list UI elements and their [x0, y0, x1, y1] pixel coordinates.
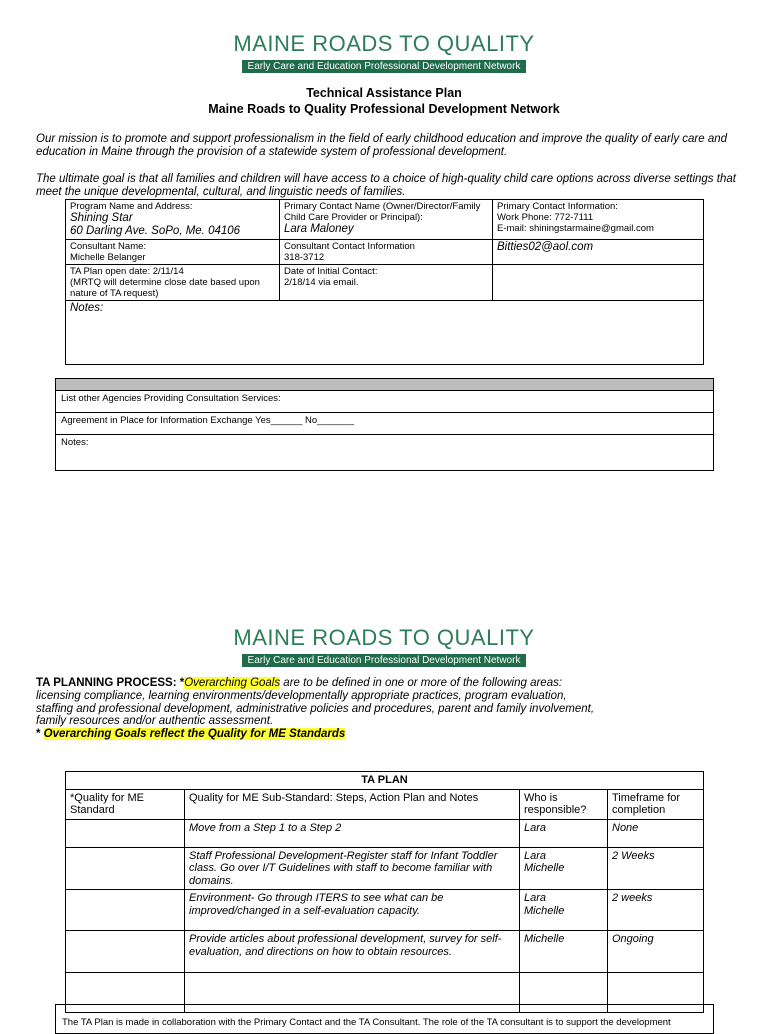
process-line-1 [36, 677, 736, 690]
agencies-box [55, 378, 714, 471]
row-standard [66, 931, 185, 973]
row-time: 2 weeks [608, 890, 704, 931]
initial-contact-label: Date of Initial Contact: [284, 266, 378, 277]
process-note: Overarching Goals reflect the Quality for ME Standards [43, 728, 346, 741]
row-standard [66, 819, 185, 847]
consultant-contact-cell [280, 240, 493, 265]
table-row [66, 847, 704, 890]
consultant-email: Bitties02@aol.com [497, 241, 594, 253]
process-highlight: Overarching Goals [184, 677, 281, 689]
consultant-phone: 318-3712 [284, 252, 325, 263]
table-row [66, 931, 704, 973]
program-address: 60 Darling Ave. SoPo, Me. 04106 [70, 225, 241, 237]
consultant-email-cell [493, 240, 704, 265]
process-text-2: licensing compliance, learning environments/developmentally appropriate practices, program evaluation, [36, 689, 567, 702]
notes-cell [66, 301, 704, 365]
goal-statement: The ultimate goal is that all families and children will have access to a choice of high-quality child care options across diverse settings that meet the unique developmental, cultural, and linguistic needs of families. [36, 173, 736, 198]
process-text-1: are to be defined in one or more of the following areas: [280, 677, 563, 689]
contact-name-label: Primary Contact Name (Owner/Director/Family Child Care Provider or Principal): [284, 201, 481, 223]
row-time: None [608, 819, 704, 847]
row-steps: Environment- Go through ITERS to see what can be improved/changed in a self-evaluation capacity. [185, 890, 520, 931]
logo-subtitle-2: Early Care and Education Professional Development Network [242, 654, 527, 667]
agencies-header-bar [55, 378, 714, 391]
consultant-name: Michelle Belanger [70, 252, 146, 263]
consultant-contact-label: Consultant Contact Information [284, 241, 415, 252]
consultant-cell [66, 240, 280, 265]
empty-cell [493, 265, 704, 301]
ta-plan-title: TA PLAN [66, 772, 704, 790]
initial-contact-cell [280, 265, 493, 301]
row-steps: Provide articles about professional development, survey for self-evaluation, and directions on how to obtain resources. [185, 931, 520, 973]
agencies-notes-row: Notes: [55, 435, 714, 471]
header-standard: *Quality for ME Standard [66, 789, 185, 819]
initial-contact-date: 2/18/14 via email. [284, 277, 359, 288]
program-cell [66, 200, 280, 240]
notes-label: Notes: [70, 302, 104, 314]
process-lead: TA PLANNING PROCESS: * [36, 677, 185, 689]
agencies-list-row: List other Agencies Providing Consultation Services: [55, 391, 714, 413]
header-steps: Quality for ME Sub-Standard: Steps, Action Plan and Notes [185, 789, 520, 819]
mission-statement: Our mission is to promote and support professionalism in the field of early childhood education and improve the quality of early care and education in Maine through the provision of a statewide system of professional development. [36, 133, 728, 158]
row-steps: Staff Professional Development-Register staff for Infant Toddler class. Go over I/T Guidelines with staff to become familiar with domains. [185, 847, 520, 890]
contact-info-cell [493, 200, 704, 240]
logo-bottom [0, 626, 768, 668]
process-text-4: family resources and/or authentic assessment. [36, 715, 274, 728]
work-phone: Work Phone: 772-7111 [497, 212, 594, 223]
row-who: Lara [520, 819, 608, 847]
contact-info-label: Primary Contact Information: [497, 201, 618, 212]
logo-title: MAINE ROADS TO QUALITY [233, 31, 535, 56]
row-who: Michelle [520, 931, 608, 973]
table-row [66, 890, 704, 931]
ta-open-cell [66, 265, 280, 301]
ta-plan-table [65, 771, 704, 1013]
program-label: Program Name and Address: [70, 201, 193, 212]
row-standard [66, 890, 185, 931]
row-who: Lara Michelle [520, 890, 608, 931]
logo-top [0, 32, 768, 74]
logo-title-2: MAINE ROADS TO QUALITY [233, 625, 535, 650]
contact-name: Lara Maloney [284, 223, 354, 235]
page-subtitle: Maine Roads to Quality Professional Development Network [208, 102, 560, 116]
process-text-3: staffing and professional development, administrative policies and procedures, parent and family involvement, [36, 702, 595, 715]
footer-box [55, 1004, 714, 1034]
row-time: 2 Weeks [608, 847, 704, 890]
table-row [66, 819, 704, 847]
row-steps: Move from a Step 1 to a Step 2 [185, 819, 520, 847]
consultant-label: Consultant Name: [70, 241, 147, 252]
row-standard [66, 847, 185, 890]
page-title: Technical Assistance Plan [306, 86, 462, 100]
footer-text: The TA Plan is made in collaboration with the Primary Contact and the TA Consultant. The role of the TA consultant is to support the development [62, 1017, 671, 1028]
program-name: Shining Star [70, 212, 133, 224]
row-who: Lara Michelle [520, 847, 608, 890]
header-who: Who is responsible? [520, 789, 608, 819]
agreement-row: Agreement in Place for Information Exchange Yes______ No_______ [55, 413, 714, 435]
contact-email: E-mail: shiningstarmaine@gmail.com [497, 223, 654, 234]
row-time: Ongoing [608, 931, 704, 973]
header-timeframe: Timeframe for completion [608, 789, 704, 819]
process-note-star: * [36, 728, 44, 741]
ta-open-date: TA Plan open date: 2/11/14 [70, 266, 184, 277]
info-table [65, 199, 704, 365]
logo-subtitle: Early Care and Education Professional Development Network [242, 60, 527, 73]
ta-open-note: (MRTQ will determine close date based upon nature of TA request) [70, 277, 260, 299]
contact-name-cell [280, 200, 493, 240]
process-section [36, 677, 736, 741]
